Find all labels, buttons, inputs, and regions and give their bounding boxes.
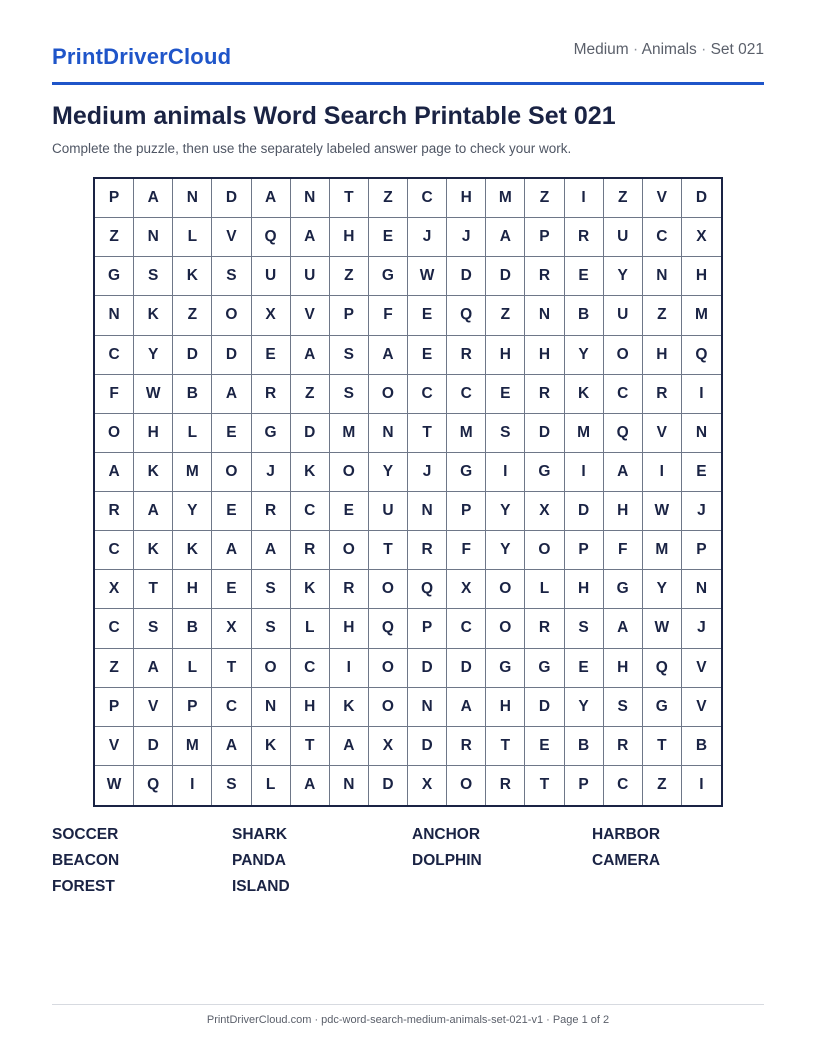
grid-cell[interactable]: V [643, 414, 682, 453]
grid-cell[interactable]: R [447, 336, 486, 375]
grid-cell[interactable]: G [95, 257, 134, 296]
grid-cell[interactable]: N [525, 296, 564, 335]
word-list-item: DOLPHIN [412, 852, 482, 869]
grid-cell[interactable]: A [134, 649, 173, 688]
grid-cell[interactable]: C [604, 766, 643, 805]
grid-cell[interactable]: O [330, 531, 369, 570]
grid-cell[interactable]: C [408, 179, 447, 218]
grid-cell[interactable]: M [447, 414, 486, 453]
grid-cell[interactable]: U [291, 257, 330, 296]
grid-cell[interactable]: G [525, 649, 564, 688]
grid-cell[interactable]: O [369, 375, 408, 414]
grid-cell[interactable]: O [212, 453, 251, 492]
grid-cell[interactable]: X [252, 296, 291, 335]
grid-cell[interactable]: C [643, 218, 682, 257]
grid-cell[interactable]: H [291, 688, 330, 727]
grid-cell[interactable]: E [369, 218, 408, 257]
word-list-item: FOREST [52, 878, 115, 895]
grid-cell[interactable]: Y [486, 531, 525, 570]
footer-divider [52, 1004, 764, 1005]
grid-cell[interactable]: C [95, 609, 134, 648]
grid-cell[interactable]: D [408, 649, 447, 688]
grid-cell[interactable]: L [173, 649, 212, 688]
grid-cell[interactable]: M [486, 179, 525, 218]
grid-cell[interactable]: H [604, 649, 643, 688]
grid-cell[interactable]: R [565, 218, 604, 257]
grid-cell[interactable]: N [95, 296, 134, 335]
grid-cell[interactable]: M [682, 296, 721, 335]
grid-cell[interactable]: Y [486, 492, 525, 531]
grid-cell[interactable]: C [212, 688, 251, 727]
grid-cell[interactable]: J [447, 218, 486, 257]
grid-cell[interactable]: B [173, 375, 212, 414]
grid-cell[interactable]: E [212, 492, 251, 531]
breadcrumb-separator: · [696, 41, 711, 58]
grid-cell[interactable]: F [604, 531, 643, 570]
grid-cell[interactable]: A [604, 453, 643, 492]
grid-cell[interactable]: D [134, 727, 173, 766]
grid-cell[interactable]: C [447, 609, 486, 648]
grid-cell[interactable]: T [134, 570, 173, 609]
grid-cell[interactable]: S [212, 257, 251, 296]
grid-cell[interactable]: S [604, 688, 643, 727]
grid-cell[interactable]: E [212, 414, 251, 453]
grid-cell[interactable]: E [330, 492, 369, 531]
brand-logo[interactable]: PrintDriverCloud [52, 44, 232, 69]
grid-cell[interactable]: J [252, 453, 291, 492]
grid-cell[interactable]: I [173, 766, 212, 805]
grid-cell[interactable]: N [682, 570, 721, 609]
grid-cell[interactable]: T [486, 727, 525, 766]
grid-cell[interactable]: G [447, 453, 486, 492]
grid-cell[interactable]: H [682, 257, 721, 296]
grid-cell[interactable]: X [525, 492, 564, 531]
grid-cell[interactable]: Z [486, 296, 525, 335]
grid-cell[interactable]: O [447, 766, 486, 805]
grid-cell[interactable]: O [604, 336, 643, 375]
grid-cell[interactable]: V [291, 296, 330, 335]
grid-cell[interactable]: I [486, 453, 525, 492]
grid-cell[interactable]: Q [408, 570, 447, 609]
word-list [52, 825, 772, 903]
grid-cell[interactable]: K [134, 531, 173, 570]
grid-cell[interactable]: W [408, 257, 447, 296]
grid-cell[interactable]: M [330, 414, 369, 453]
grid-cell[interactable]: U [604, 296, 643, 335]
grid-cell[interactable]: E [525, 727, 564, 766]
grid-cell[interactable]: Y [565, 336, 604, 375]
grid-cell[interactable]: B [173, 609, 212, 648]
grid-cell[interactable]: P [565, 766, 604, 805]
grid-cell[interactable]: A [95, 453, 134, 492]
grid-cell[interactable]: D [173, 336, 212, 375]
grid-cell[interactable]: W [134, 375, 173, 414]
grid-cell[interactable]: H [173, 570, 212, 609]
grid-cell[interactable]: T [369, 531, 408, 570]
grid-cell[interactable]: P [447, 492, 486, 531]
grid-cell[interactable]: O [330, 453, 369, 492]
grid-cell[interactable]: Z [643, 766, 682, 805]
grid-cell[interactable]: A [134, 179, 173, 218]
grid-cell[interactable]: Y [565, 688, 604, 727]
grid-cell[interactable]: N [330, 766, 369, 805]
grid-cell[interactable]: P [408, 609, 447, 648]
grid-cell[interactable]: Q [604, 414, 643, 453]
grid-cell[interactable]: A [252, 531, 291, 570]
grid-cell[interactable]: V [212, 218, 251, 257]
page-subtitle: Complete the puzzle, then use the separately labeled answer page to check your work. [52, 141, 572, 156]
grid-cell[interactable]: T [291, 727, 330, 766]
grid-cell[interactable]: B [682, 727, 721, 766]
grid-cell[interactable]: U [252, 257, 291, 296]
word-list-item: SHARK [232, 826, 288, 843]
grid-cell[interactable]: R [447, 727, 486, 766]
grid-cell[interactable]: V [643, 179, 682, 218]
grid-cell[interactable]: S [486, 414, 525, 453]
word-list-item: SOCCER [52, 826, 119, 843]
grid-cell[interactable]: I [682, 375, 721, 414]
grid-cell[interactable]: C [408, 375, 447, 414]
grid-cell[interactable]: L [252, 766, 291, 805]
grid-cell[interactable]: N [134, 218, 173, 257]
grid-cell[interactable]: R [408, 531, 447, 570]
word-search-grid [93, 177, 723, 807]
grid-cell[interactable]: R [330, 570, 369, 609]
grid-cell[interactable]: E [565, 649, 604, 688]
grid-cell[interactable]: O [486, 570, 525, 609]
grid-cell[interactable]: O [212, 296, 251, 335]
grid-cell[interactable]: Z [330, 257, 369, 296]
grid-cell[interactable]: P [95, 688, 134, 727]
grid-cell[interactable]: H [604, 492, 643, 531]
grid-cell[interactable]: Y [173, 492, 212, 531]
grid-cell[interactable]: T [212, 649, 251, 688]
grid-cell[interactable]: D [447, 257, 486, 296]
grid-cell[interactable]: O [525, 531, 564, 570]
grid-cell[interactable]: V [682, 649, 721, 688]
grid-cell[interactable]: C [291, 649, 330, 688]
grid-cell[interactable]: R [95, 492, 134, 531]
grid-cell[interactable]: A [369, 336, 408, 375]
grid-cell[interactable]: M [173, 453, 212, 492]
grid-cell[interactable]: N [369, 414, 408, 453]
grid-cell[interactable]: U [369, 492, 408, 531]
grid-cell[interactable]: M [173, 727, 212, 766]
grid-cell[interactable]: D [369, 766, 408, 805]
grid-cell[interactable]: D [212, 336, 251, 375]
grid-cell[interactable]: P [95, 179, 134, 218]
word-list-item: HARBOR [592, 826, 661, 843]
grid-cell[interactable]: T [643, 727, 682, 766]
grid-cell[interactable]: F [369, 296, 408, 335]
grid-cell[interactable]: A [486, 218, 525, 257]
grid-cell[interactable]: X [447, 570, 486, 609]
grid-cell[interactable]: D [447, 649, 486, 688]
grid-cell[interactable]: J [682, 492, 721, 531]
grid-cell[interactable]: V [682, 688, 721, 727]
grid-cell[interactable]: Z [369, 179, 408, 218]
grid-cell[interactable]: Q [447, 296, 486, 335]
grid-cell[interactable]: H [330, 609, 369, 648]
grid-cell[interactable]: O [486, 609, 525, 648]
grid-cell[interactable]: E [682, 453, 721, 492]
breadcrumb-separator: · [628, 41, 642, 58]
grid-cell[interactable]: R [252, 375, 291, 414]
grid-cell[interactable]: G [525, 453, 564, 492]
grid-cell[interactable]: D [525, 688, 564, 727]
grid-cell[interactable]: K [134, 453, 173, 492]
grid-cell[interactable]: S [565, 609, 604, 648]
grid-cell[interactable]: H [330, 218, 369, 257]
grid-cell[interactable]: B [565, 727, 604, 766]
grid-cell[interactable]: N [173, 179, 212, 218]
grid-cell[interactable]: Y [369, 453, 408, 492]
grid-cell[interactable]: N [291, 179, 330, 218]
grid-cell[interactable]: E [486, 375, 525, 414]
grid-cell[interactable]: A [291, 336, 330, 375]
grid-cell[interactable]: P [173, 688, 212, 727]
grid-cell[interactable]: Z [643, 296, 682, 335]
grid-cell[interactable]: E [408, 336, 447, 375]
grid-cell[interactable]: L [173, 218, 212, 257]
grid-cell[interactable]: P [330, 296, 369, 335]
grid-cell[interactable]: R [604, 727, 643, 766]
grid-cell[interactable]: K [134, 296, 173, 335]
grid-cell[interactable]: A [447, 688, 486, 727]
grid-cell[interactable]: E [212, 570, 251, 609]
grid-cell[interactable]: S [212, 766, 251, 805]
grid-cell[interactable]: N [408, 688, 447, 727]
grid-cell[interactable]: Z [173, 296, 212, 335]
grid-cell[interactable]: I [643, 453, 682, 492]
grid-cell[interactable]: N [682, 414, 721, 453]
grid-cell[interactable]: H [447, 179, 486, 218]
grid-cell[interactable]: E [252, 336, 291, 375]
grid-cell[interactable]: X [682, 218, 721, 257]
grid-cell[interactable]: G [604, 570, 643, 609]
grid-cell[interactable]: G [369, 257, 408, 296]
grid-cell[interactable]: S [252, 570, 291, 609]
grid-cell[interactable]: P [682, 531, 721, 570]
grid-cell[interactable]: D [682, 179, 721, 218]
breadcrumb [574, 41, 764, 59]
page-footer: PrintDriverCloud.com · pdc-word-search-medium-animals-set-021-v1 · Page 1 of 2 [206, 1014, 610, 1026]
grid-cell[interactable]: P [525, 218, 564, 257]
grid-cell[interactable]: Y [643, 570, 682, 609]
grid-cell[interactable]: H [565, 570, 604, 609]
grid-cell[interactable]: A [291, 766, 330, 805]
grid-cell[interactable]: A [212, 727, 251, 766]
grid-cell[interactable]: K [173, 257, 212, 296]
grid-cell[interactable]: Q [134, 766, 173, 805]
grid-cell[interactable]: T [408, 414, 447, 453]
grid-cell[interactable]: J [682, 609, 721, 648]
grid-cell[interactable]: C [291, 492, 330, 531]
grid-cell[interactable]: M [565, 414, 604, 453]
grid-cell[interactable]: G [643, 688, 682, 727]
grid-cell[interactable]: V [95, 727, 134, 766]
grid-cell[interactable]: A [212, 531, 251, 570]
grid-cell[interactable]: W [643, 609, 682, 648]
grid-cell[interactable]: Z [95, 218, 134, 257]
grid-cell[interactable]: Z [604, 179, 643, 218]
grid-cell[interactable]: A [604, 609, 643, 648]
grid-cell[interactable]: C [95, 336, 134, 375]
grid-cell[interactable]: Y [134, 336, 173, 375]
grid-cell[interactable]: G [252, 414, 291, 453]
grid-cell[interactable]: D [525, 414, 564, 453]
grid-cell[interactable]: A [134, 492, 173, 531]
grid-cell[interactable]: X [408, 766, 447, 805]
word-list-item: BEACON [52, 852, 120, 869]
grid-cell[interactable]: Z [525, 179, 564, 218]
grid-cell[interactable]: K [330, 688, 369, 727]
grid-cell[interactable]: C [95, 531, 134, 570]
grid-cell[interactable]: P [565, 531, 604, 570]
grid-cell[interactable]: I [565, 453, 604, 492]
grid-cell[interactable]: Z [291, 375, 330, 414]
grid-cell[interactable]: W [643, 492, 682, 531]
breadcrumb-level: Medium [573, 41, 629, 58]
grid-cell[interactable]: K [252, 727, 291, 766]
grid-cell[interactable]: C [604, 375, 643, 414]
grid-cell[interactable]: T [330, 179, 369, 218]
grid-cell[interactable]: N [252, 688, 291, 727]
grid-cell[interactable]: W [95, 766, 134, 805]
grid-cell[interactable]: K [565, 375, 604, 414]
breadcrumb-set: Set 021 [710, 41, 764, 58]
grid-cell[interactable]: Q [643, 649, 682, 688]
grid-cell[interactable]: I [699, 776, 704, 794]
grid-cell[interactable]: J [408, 218, 447, 257]
page-title: Medium animals Word Search Printable Set 021 [52, 102, 616, 130]
grid-cell[interactable]: R [486, 766, 525, 805]
breadcrumb-category: Animals [641, 41, 697, 58]
grid-cell[interactable]: R [525, 257, 564, 296]
grid-cell[interactable]: O [369, 688, 408, 727]
grid-cell[interactable]: X [95, 570, 134, 609]
grid-cell[interactable]: R [643, 375, 682, 414]
grid-cell[interactable]: R [525, 609, 564, 648]
grid-cell[interactable]: B [565, 296, 604, 335]
grid-cell[interactable]: H [643, 336, 682, 375]
grid-cell[interactable]: K [291, 453, 330, 492]
grid-cell[interactable]: M [643, 531, 682, 570]
grid-cell[interactable]: Q [369, 609, 408, 648]
grid-cell[interactable]: S [252, 609, 291, 648]
grid-cell[interactable]: R [525, 375, 564, 414]
grid-cell[interactable]: J [408, 453, 447, 492]
grid-cell[interactable]: X [369, 727, 408, 766]
grid-cell[interactable]: X [212, 609, 251, 648]
grid-cell[interactable]: V [134, 688, 173, 727]
grid-cell[interactable]: H [134, 414, 173, 453]
grid-cell[interactable]: D [565, 492, 604, 531]
grid-cell[interactable]: Z [95, 649, 134, 688]
grid-cell[interactable]: S [134, 257, 173, 296]
grid-cell[interactable]: L [525, 570, 564, 609]
grid-cell[interactable]: A [330, 727, 369, 766]
grid-cell[interactable]: O [369, 649, 408, 688]
grid-cell[interactable]: A [252, 179, 291, 218]
grid-cell[interactable]: H [486, 336, 525, 375]
grid-cell[interactable]: I [330, 649, 369, 688]
grid-cell[interactable]: D [408, 727, 447, 766]
grid-cell[interactable]: C [447, 375, 486, 414]
grid-cell[interactable]: F [447, 531, 486, 570]
grid-cell[interactable]: H [486, 688, 525, 727]
word-list-item: ANCHOR [412, 826, 481, 843]
grid-cell[interactable]: N [643, 257, 682, 296]
grid-cell[interactable]: E [565, 257, 604, 296]
grid-cell[interactable]: T [525, 766, 564, 805]
grid-cell[interactable]: E [408, 296, 447, 335]
grid-cell[interactable]: I [565, 179, 604, 218]
grid-cell[interactable]: Q [252, 218, 291, 257]
grid-cell[interactable]: R [252, 492, 291, 531]
grid-cell[interactable]: U [604, 218, 643, 257]
grid-cell[interactable]: L [173, 414, 212, 453]
grid-cell[interactable]: O [252, 649, 291, 688]
grid-cell[interactable]: K [291, 570, 330, 609]
grid-cell[interactable]: R [291, 531, 330, 570]
word-list-item: CAMERA [592, 852, 661, 869]
grid-cell[interactable]: F [95, 375, 134, 414]
grid-cell[interactable]: H [525, 336, 564, 375]
grid-cell[interactable]: S [330, 375, 369, 414]
grid-cell[interactable]: S [134, 609, 173, 648]
grid-cell[interactable]: A [291, 218, 330, 257]
grid-cell[interactable]: O [95, 414, 134, 453]
grid-cell[interactable]: D [291, 414, 330, 453]
grid-cell[interactable]: D [212, 179, 251, 218]
grid-cell[interactable]: Y [604, 257, 643, 296]
header-divider [52, 82, 764, 85]
grid-cell[interactable]: S [330, 336, 369, 375]
grid-cell[interactable]: D [486, 257, 525, 296]
word-list-item: ISLAND [232, 878, 290, 895]
grid-cell[interactable]: A [212, 375, 251, 414]
grid-cell[interactable]: K [173, 531, 212, 570]
grid-cell[interactable]: G [486, 649, 525, 688]
word-list-item: PANDA [232, 852, 286, 869]
grid-cell[interactable]: N [408, 492, 447, 531]
grid-cell[interactable]: O [369, 570, 408, 609]
grid-cell[interactable]: L [291, 609, 330, 648]
grid-cell[interactable]: Q [682, 336, 721, 375]
